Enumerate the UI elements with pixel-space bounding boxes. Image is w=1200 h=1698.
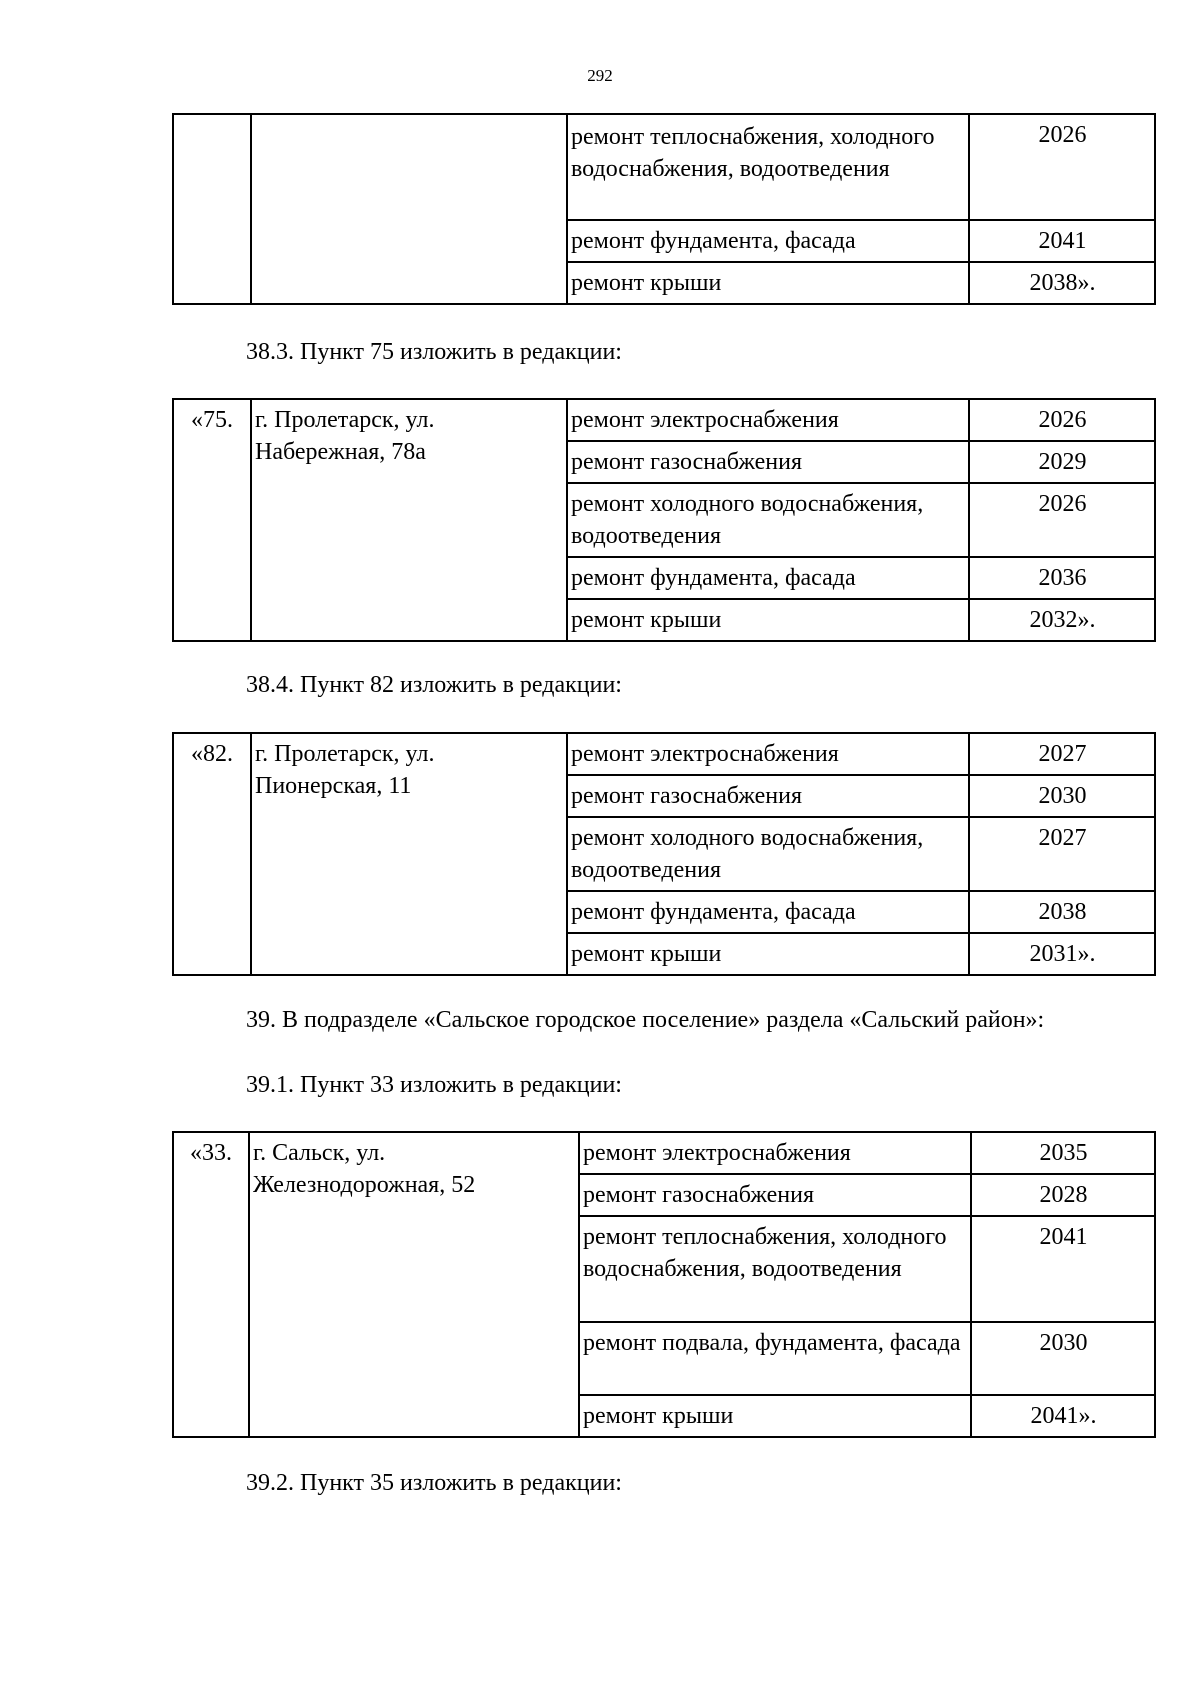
- number-cell: [173, 114, 251, 304]
- work-cell: ремонт теплоснабжения, холодного водоснабжения, водоотведения: [567, 114, 969, 220]
- year-cell: 2026: [969, 483, 1155, 557]
- work-cell: ремонт холодного водоснабжения, водоотведения: [567, 483, 969, 557]
- work-cell: ремонт фундамента, фасада: [567, 220, 969, 262]
- paragraph-39: 39. В подразделе «Сальское городское поселение» раздела «Сальский район»:: [246, 1007, 1045, 1033]
- paragraph-39-1: 39.1. Пункт 33 изложить в редакции:: [246, 1072, 622, 1098]
- paragraph-38-3: 38.3. Пункт 75 изложить в редакции:: [246, 339, 622, 365]
- year-cell: 2038».: [969, 262, 1155, 304]
- table-continued: [172, 113, 1156, 305]
- item-number: «33.: [173, 1132, 249, 1437]
- paragraph-38-4: 38.4. Пункт 82 изложить в редакции:: [246, 672, 622, 698]
- work-cell: ремонт электроснабжения: [579, 1132, 971, 1174]
- year-cell: 2038: [969, 891, 1155, 933]
- table-row: [173, 114, 1155, 220]
- work-cell: ремонт газоснабжения: [567, 441, 969, 483]
- year-cell: 2041».: [971, 1395, 1155, 1437]
- year-cell: 2026: [969, 399, 1155, 441]
- year-cell: 2029: [969, 441, 1155, 483]
- paragraph-39-2: 39.2. Пункт 35 изложить в редакции:: [246, 1470, 622, 1496]
- work-cell: ремонт крыши: [567, 933, 969, 975]
- table-item-75: [172, 398, 1156, 642]
- table-row: [173, 399, 1155, 441]
- work-cell: ремонт холодного водоснабжения, водоотведения: [567, 817, 969, 891]
- table-row: [173, 733, 1155, 775]
- year-cell: 2030: [971, 1322, 1155, 1395]
- work-cell: ремонт крыши: [579, 1395, 971, 1437]
- year-cell: 2028: [971, 1174, 1155, 1216]
- item-number: «82.: [173, 733, 251, 975]
- table-row: [173, 1132, 1155, 1174]
- work-cell: ремонт теплоснабжения, холодного водоснабжения, водоотведения: [579, 1216, 971, 1322]
- year-cell: 2030: [969, 775, 1155, 817]
- address-cell: г. Сальск, ул. Железнодорожная, 52: [249, 1132, 579, 1437]
- work-cell: ремонт электроснабжения: [567, 399, 969, 441]
- work-cell: ремонт крыши: [567, 599, 969, 641]
- year-cell: 2027: [969, 817, 1155, 891]
- table-item-82: [172, 732, 1156, 976]
- address-cell: [251, 114, 567, 304]
- year-cell: 2027: [969, 733, 1155, 775]
- year-cell: 2036: [969, 557, 1155, 599]
- work-cell: ремонт крыши: [567, 262, 969, 304]
- work-cell: ремонт подвала, фундамента, фасада: [579, 1322, 971, 1395]
- item-number: «75.: [173, 399, 251, 641]
- year-cell: 2035: [971, 1132, 1155, 1174]
- table-item-33: [172, 1131, 1156, 1438]
- address-cell: г. Пролетарск, ул. Пионерская, 11: [251, 733, 567, 975]
- work-cell: ремонт газоснабжения: [579, 1174, 971, 1216]
- year-cell: 2041: [969, 220, 1155, 262]
- year-cell: 2031».: [969, 933, 1155, 975]
- work-cell: ремонт газоснабжения: [567, 775, 969, 817]
- year-cell: 2041: [971, 1216, 1155, 1322]
- work-cell: ремонт фундамента, фасада: [567, 557, 969, 599]
- address-cell: г. Пролетарск, ул. Набережная, 78а: [251, 399, 567, 641]
- year-cell: 2032».: [969, 599, 1155, 641]
- work-cell: ремонт электроснабжения: [567, 733, 969, 775]
- year-cell: 2026: [969, 114, 1155, 220]
- work-cell: ремонт фундамента, фасада: [567, 891, 969, 933]
- page-number: 292: [587, 66, 613, 85]
